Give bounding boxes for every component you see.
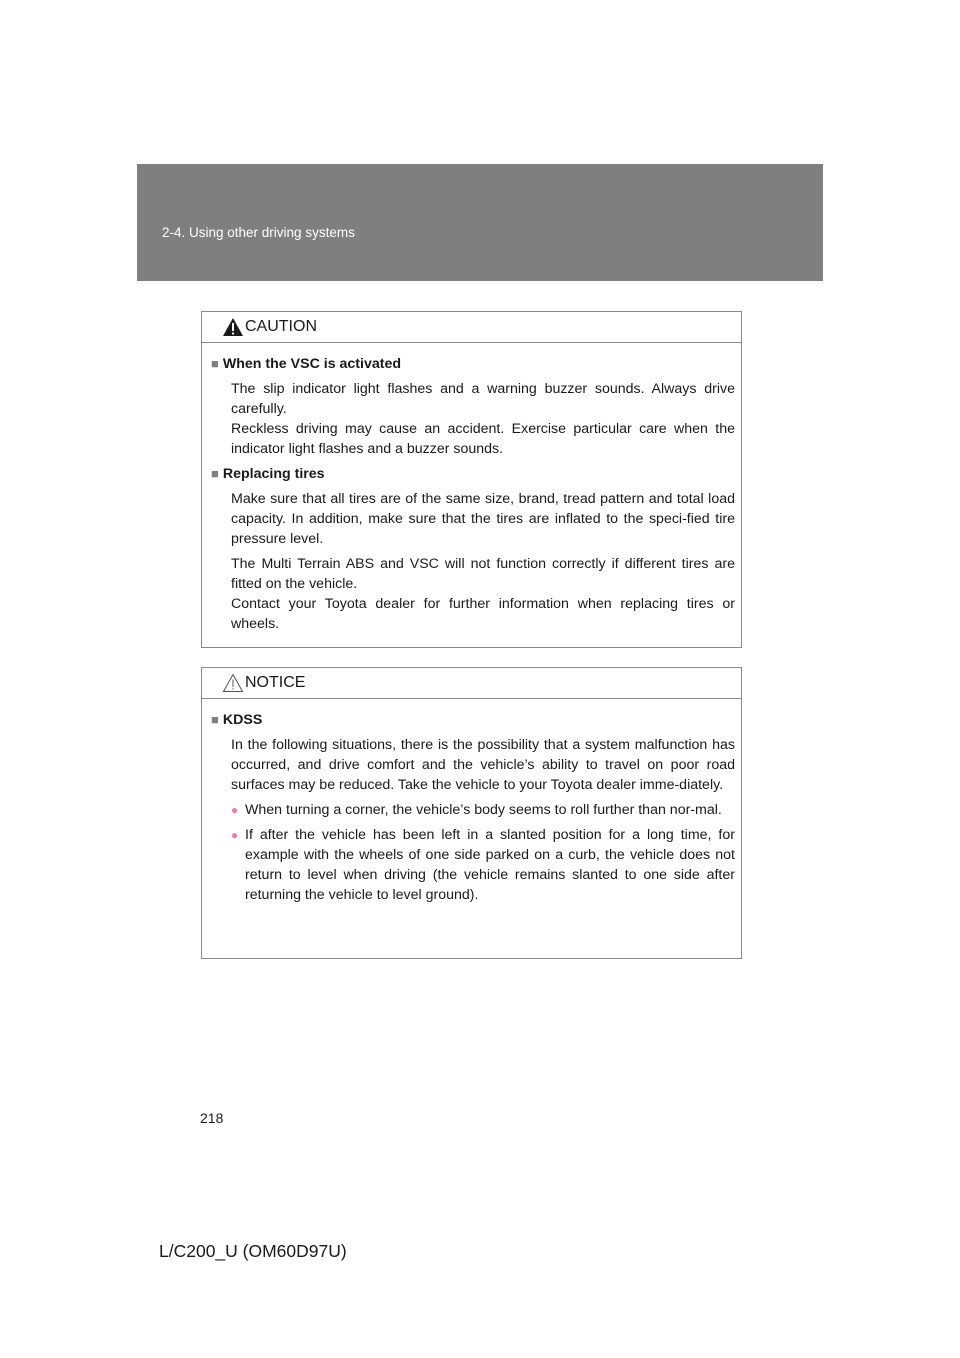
bullet-dot-icon: ●	[231, 828, 239, 842]
caution-section-title: ■ When the VSC is activated	[211, 356, 402, 372]
square-bullet-icon: ■	[211, 712, 219, 727]
caution-section-title: ■ Replacing tires	[211, 466, 325, 482]
square-bullet-icon: ■	[211, 356, 219, 371]
notice-header	[202, 668, 741, 699]
caution-paragraph: Make sure that all tires are of the same size, brand, tread pattern and total load capacity. In addition, make sure that the tires are inflated to the speci-fied tire pressure level.	[231, 491, 735, 547]
bullet-dot-icon: ●	[231, 803, 239, 817]
caution-header	[202, 312, 741, 343]
list-item: ● If after the vehicle has been left in a slanted position for a long time, for example with the wheels of one side parked on a curb, the vehicle does not return to level when driving (the vehicle remains slanted to one side after returning the vehicle to level ground).	[231, 827, 735, 903]
warning-outline-icon	[222, 673, 244, 693]
caution-paragraph: The Multi Terrain ABS and VSC will not function correctly if different tires are fitted on the vehicle. Contact your Toyota dealer for further information when replacing tires or wheels.	[231, 556, 735, 632]
notice-intro: In the following situations, there is the possibility that a system malfunction has occurred, and drive comfort and the vehicle’s ability to travel on poor road surfaces may be reduced. Take the vehicle to your Toyota dealer imme-diately.	[231, 737, 735, 793]
square-bullet-icon: ■	[211, 466, 219, 481]
caution-label: CAUTION	[245, 318, 317, 335]
footer-code: L/C200_U (OM60D97U)	[159, 1241, 347, 1261]
section-title: 2-4. Using other driving systems	[162, 225, 355, 240]
header-band	[137, 164, 823, 281]
notice-section-title: ■ KDSS	[211, 712, 263, 728]
notice-label: NOTICE	[245, 674, 306, 691]
warning-filled-icon	[222, 317, 244, 337]
list-item: ● When turning a corner, the vehicle’s body seems to roll further than nor-mal.	[231, 802, 722, 818]
notice-box	[201, 667, 742, 959]
page-number: 218	[200, 1110, 224, 1126]
caution-paragraph: The slip indicator light flashes and a warning buzzer sounds. Always drive carefully. Reckless driving may cause an accident. Exercise particular care when the indicator light flashes and a buzzer sounds.	[231, 381, 735, 457]
caution-box	[201, 311, 742, 648]
